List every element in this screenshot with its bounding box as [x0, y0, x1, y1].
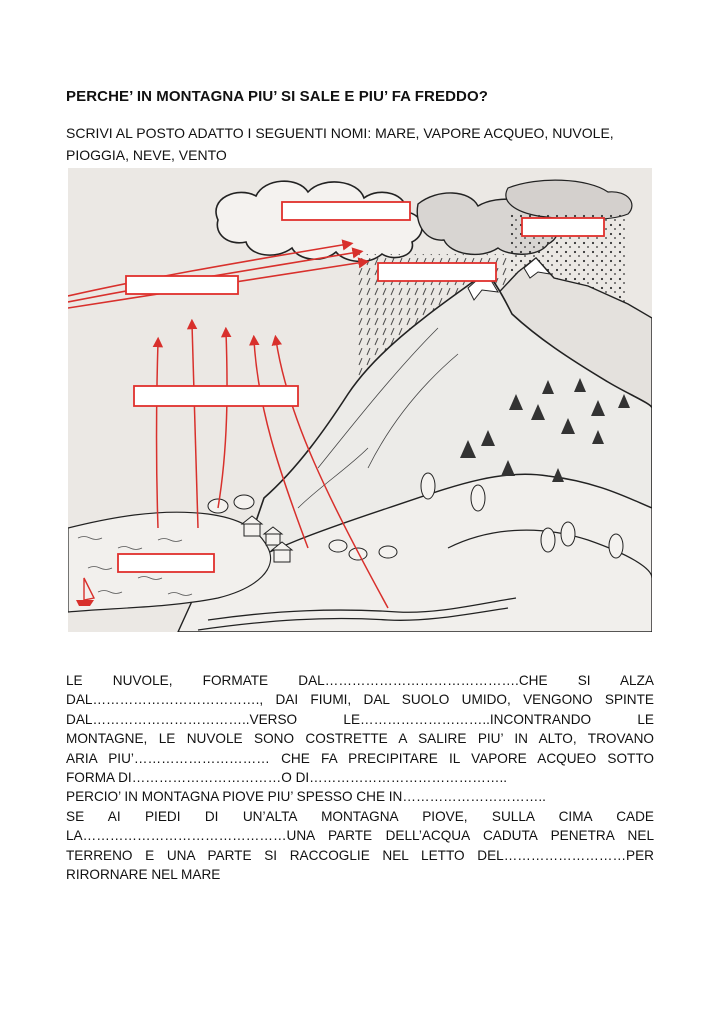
- text-line-4: MONTAGNE, LE NUVOLE SONO COSTRETTE A SALIRE PIU’ IN ALTO, TROVANO: [66, 731, 654, 747]
- text-line-5: ARIA PIU’………………………… CHE FA PRECIPITARE IL VAPORE ACQUEO SOTTO: [66, 750, 654, 766]
- vapour-label-box[interactable]: [134, 386, 298, 406]
- cloud-label-box[interactable]: [282, 202, 410, 220]
- text-line-11: RIRORNARE NEL MARE: [66, 867, 221, 883]
- text-line-2: DAL………………………………., DAI FIUMI, DAL SUOLO UMIDO, VENGONO SPINTE: [66, 692, 654, 708]
- snow-label-box[interactable]: [522, 218, 604, 236]
- fill-in-text: [66, 671, 654, 884]
- text-line-6: FORMA DI……………………………O DI……………………………………..: [66, 770, 508, 786]
- instructions: SCRIVI AL POSTO ADATTO I SEGUENTI NOMI: MARE, VAPORE ACQUEO, NUVOLE, PIOGGIA, NEVE, VENTO: [66, 125, 614, 163]
- water-cycle-illustration: [68, 168, 652, 632]
- text-line-7: PERCIO’ IN MONTAGNA PIOVE PIU’ SPESSO CHE IN…………………………..: [66, 789, 546, 805]
- wind-label-box[interactable]: [126, 276, 238, 294]
- text-line-10: TERRENO E UNA PARTE SI RACCOGLIE NEL LETTO DEL………………………PER: [66, 847, 654, 863]
- text-line-3: DAL……………………………..VERSO LE………………………..INCONTRANDO LE: [66, 711, 654, 727]
- sea-label-box[interactable]: [118, 554, 214, 572]
- text-line-8: SE AI PIEDI DI UN’ALTA MONTAGNA PIOVE, SULLA CIMA CADE: [66, 808, 654, 824]
- text-line-9: LA………………………………………UNA PARTE DELL’ACQUA CADUTA PENETRA NEL: [66, 828, 654, 844]
- page-title: PERCHE’ IN MONTAGNA PIU’ SI SALE E PIU’ FA FREDDO?: [66, 88, 488, 105]
- text-line-1: LE NUVOLE, FORMATE DAL…………………………………….CHE SI ALZA: [66, 673, 654, 688]
- rain-label-box[interactable]: [378, 263, 496, 281]
